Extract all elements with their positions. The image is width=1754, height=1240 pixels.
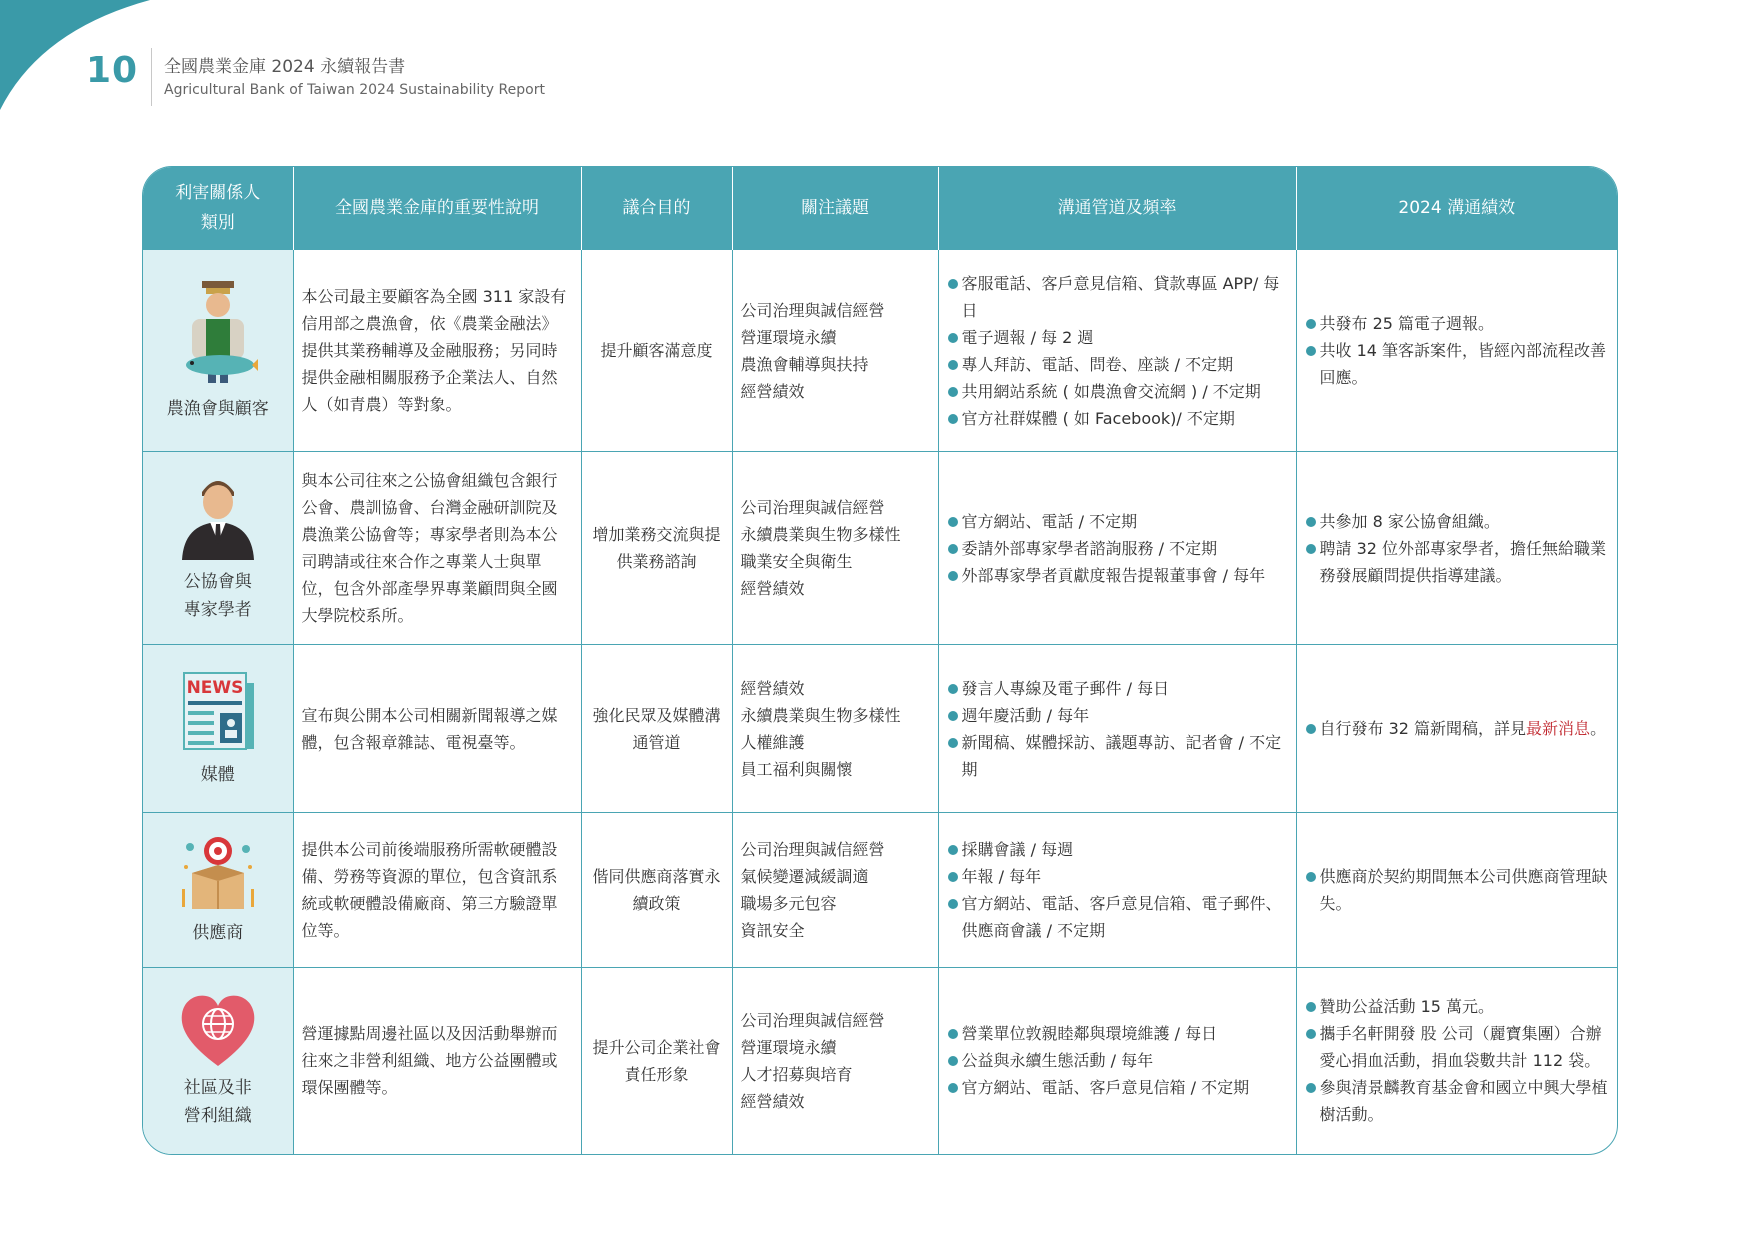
channel-item: 公益與永續生態活動 / 每年 xyxy=(947,1047,1288,1074)
page-number: 10 xyxy=(86,50,139,91)
channel-item: 外部專家學者貢獻度報告提報董事會 / 每年 xyxy=(947,562,1288,589)
header-importance: 全國農業金庫的重要性說明 xyxy=(293,167,581,250)
performance-item: 供應商於契約期間無本公司供應商管理缺失。 xyxy=(1305,863,1610,917)
channel-item: 年報 / 每年 xyxy=(947,863,1288,890)
channel-item: 官方社群媒體 ( 如 Facebook)/ 不定期 xyxy=(947,405,1288,432)
issues-cell xyxy=(732,645,938,813)
category-cell xyxy=(143,250,293,452)
channel-item: 營業單位敦親睦鄰與環境維護 / 每日 xyxy=(947,1020,1288,1047)
issue-item: 公司治理與誠信經營 xyxy=(740,300,885,320)
performance-item: 參與清景麟教育基金會和國立中興大學植樹活動。 xyxy=(1305,1074,1610,1128)
category-label: 媒體 xyxy=(200,764,235,785)
performance-cell xyxy=(1296,452,1617,645)
channels-cell xyxy=(938,645,1296,813)
purpose-cell: 強化民眾及媒體溝通管道 xyxy=(581,645,732,813)
channel-item: 新聞稿、媒體採訪、議題專訪、記者會 / 不定期 xyxy=(947,729,1288,783)
issue-item: 營運環境永續 xyxy=(740,327,837,347)
importance-cell: 提供本公司前後端服務所需軟硬體設備、勞務等資源的單位，包含資訊系統或軟硬體設備廠商、第三方驗證單位等。 xyxy=(293,813,581,968)
stakeholder-table xyxy=(142,166,1618,1155)
latest-news-link[interactable]: 最新消息 xyxy=(1526,719,1591,738)
issue-item: 經營績效 xyxy=(740,579,805,598)
issue-item: 經營績效 xyxy=(740,381,805,401)
purpose-cell: 增加業務交流與提供業務諮詢 xyxy=(581,452,732,645)
purpose-cell: 偕同供應商落實永續政策 xyxy=(581,813,732,968)
expert-person-icon xyxy=(178,472,258,562)
performance-item: 聘請 32 位外部專家學者，擔任無給職業務發展顧問提供指導建議。 xyxy=(1305,535,1610,589)
issue-item: 人權維護 xyxy=(740,732,805,752)
heart-globe-icon xyxy=(178,992,258,1068)
category-label: 農漁會與顧客 xyxy=(166,398,269,419)
issue-item: 氣候變遷減緩調適 xyxy=(740,867,869,886)
category-cell xyxy=(143,452,293,645)
performance-item: 攜手名軒開發 股 公司（麗寶集團）合辦愛心捐血活動，捐血袋數共計 112 袋。 xyxy=(1305,1020,1610,1074)
issue-item: 公司治理與誠信經營 xyxy=(740,1010,885,1030)
channel-item: 官方網站、電話 / 不定期 xyxy=(947,508,1288,535)
header-purpose: 議合目的 xyxy=(581,167,732,250)
performance-item: 共收 14 筆客訴案件，皆經內部流程改善回應。 xyxy=(1305,337,1610,391)
header-performance: 2024 溝通績效 xyxy=(1296,167,1617,250)
issue-item: 公司治理與誠信經營 xyxy=(740,498,885,517)
table-row xyxy=(143,813,1617,968)
issue-item: 職業安全與衛生 xyxy=(740,552,853,571)
issues-cell xyxy=(732,250,938,452)
report-subtitle: Agricultural Bank of Taiwan 2024 Sustainability Report xyxy=(164,82,545,98)
channels-cell xyxy=(938,968,1296,1154)
issues-cell xyxy=(732,968,938,1154)
issue-item: 永續農業與生物多樣性 xyxy=(740,705,901,725)
header-divider xyxy=(151,48,152,106)
svg-text:NEWS: NEWS xyxy=(186,677,244,698)
issues-cell xyxy=(732,452,938,645)
category-cell xyxy=(143,968,293,1154)
channel-item: 電子週報 / 每 2 週 xyxy=(947,324,1288,351)
performance-item: 贊助公益活動 15 萬元。 xyxy=(1305,993,1610,1020)
issue-item: 人才招募與培育 xyxy=(740,1064,853,1084)
farmer-holding-fish-icon xyxy=(178,279,258,389)
channel-item: 專人拜訪、電話、問卷、座談 / 不定期 xyxy=(947,351,1288,378)
channel-item: 委請外部專家學者諮詢服務 / 不定期 xyxy=(947,535,1288,562)
category-cell xyxy=(143,813,293,968)
channels-cell xyxy=(938,452,1296,645)
importance-cell: 宣布與公開本公司相關新聞報導之媒體，包含報章雜誌、電視臺等。 xyxy=(293,645,581,813)
header-channels: 溝通管道及頻率 xyxy=(938,167,1296,250)
performance-cell xyxy=(1296,645,1617,813)
category-label: 公協會與 專家學者 xyxy=(183,572,252,620)
performance-cell xyxy=(1296,968,1617,1154)
channel-item: 共用網站系統 ( 如農漁會交流網 ) / 不定期 xyxy=(947,378,1288,405)
table-row xyxy=(143,645,1617,813)
table-row xyxy=(143,452,1617,645)
issue-item: 農漁會輔導與扶持 xyxy=(740,354,869,374)
issue-item: 營運環境永續 xyxy=(740,1037,837,1057)
issue-item: 永續農業與生物多樣性 xyxy=(740,525,901,544)
channel-item: 週年慶活動 / 每年 xyxy=(947,702,1288,729)
channel-item: 發言人專線及電子郵件 / 每日 xyxy=(947,675,1288,702)
header-stakeholder-category: 利害關係人 類別 xyxy=(143,167,293,250)
category-label: 供應商 xyxy=(192,923,244,943)
channel-item: 客服電話、客戶意見信箱、貸款專區 APP/ 每日 xyxy=(947,270,1288,324)
importance-cell: 本公司最主要顧客為全國 311 家設有信用部之農漁會，依《農業金融法》提供其業務輔導及金融服務；另同時提供金融相關服務予企業法人、自然人（如青農）等對象。 xyxy=(293,250,581,452)
performance-item: 共參加 8 家公協會組織。 xyxy=(1305,508,1610,535)
performance-cell xyxy=(1296,250,1617,452)
importance-cell: 與本公司往來之公協會組織包含銀行公會、農訓協會、台灣金融研訓院及農漁業公協會等；專家學者則為本公司聘請或往來合作之專業人士與單位，包含外部產學界專業顧問與全國大學院校系所。 xyxy=(293,452,581,645)
report-title: 全國農業金庫 2024 永續報告書 xyxy=(164,57,406,77)
performance-item: 自行發布 32 篇新聞稿，詳見最新消息。 xyxy=(1305,715,1610,742)
table-row xyxy=(143,968,1617,1154)
category-label: 社區及非 營利組織 xyxy=(183,1077,252,1126)
issue-item: 員工福利與關懷 xyxy=(740,759,853,779)
header-issues: 關注議題 xyxy=(732,167,938,250)
importance-cell: 營運據點周邊社區以及因活動舉辦而往來之非營利組織、地方公益團體或環保團體等。 xyxy=(293,968,581,1154)
supplier-box-icon xyxy=(178,833,258,913)
channels-cell xyxy=(938,813,1296,968)
channel-item: 官方網站、電話、客戶意見信箱、電子郵件、供應商會議 / 不定期 xyxy=(947,890,1288,944)
issue-item: 經營績效 xyxy=(740,678,805,698)
channels-cell xyxy=(938,250,1296,452)
category-cell xyxy=(143,645,293,813)
purpose-cell: 提升公司企業社會責任形象 xyxy=(581,968,732,1154)
table-header-row xyxy=(143,167,1617,250)
newspaper-icon xyxy=(178,669,258,755)
issues-cell xyxy=(732,813,938,968)
channel-item: 採購會議 / 每週 xyxy=(947,836,1288,863)
performance-cell xyxy=(1296,813,1617,968)
issue-item: 職場多元包容 xyxy=(740,894,837,913)
issue-item: 公司治理與誠信經營 xyxy=(740,840,885,859)
issue-item: 經營績效 xyxy=(740,1091,805,1111)
table-row xyxy=(143,250,1617,452)
issue-item: 資訊安全 xyxy=(740,921,805,940)
purpose-cell: 提升顧客滿意度 xyxy=(581,250,732,452)
performance-item: 共發布 25 篇電子週報。 xyxy=(1305,310,1610,337)
channel-item: 官方網站、電話、客戶意見信箱 / 不定期 xyxy=(947,1074,1288,1101)
